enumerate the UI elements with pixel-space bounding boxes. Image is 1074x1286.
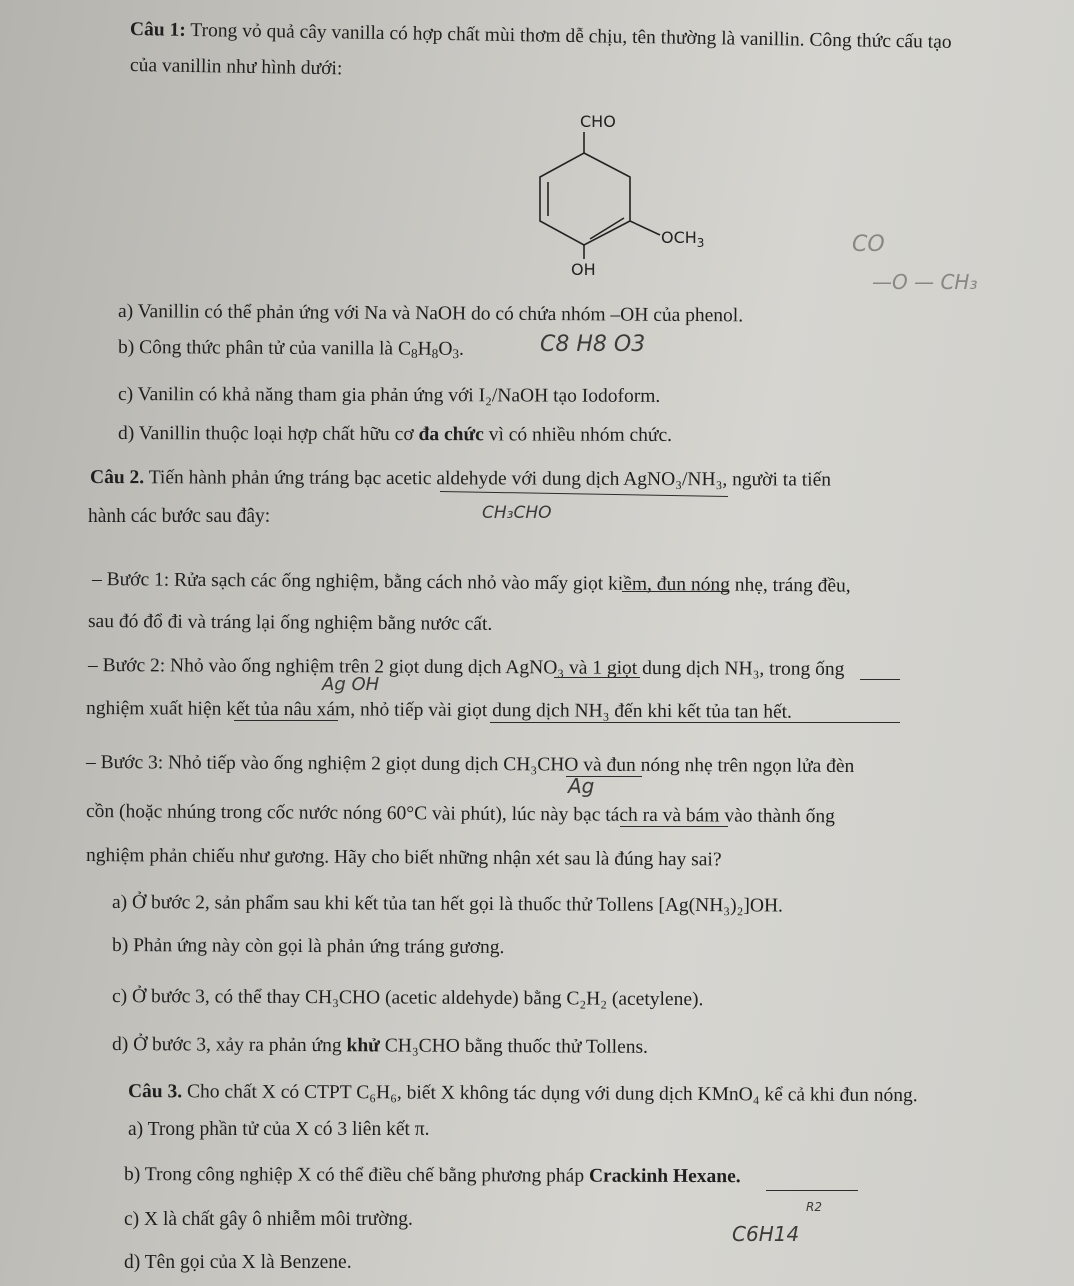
q3-intro	[128, 1080, 918, 1108]
q2-step3-line2: cồn (hoặc nhúng trong cốc nước nóng 60°C vài phút), lúc này bạc tách ra và bám vào thành ống	[85, 801, 835, 828]
q1-option-d: d) Vanillin thuộc loại hợp chất hữu cơ đa chức vì có nhiều nhóm chức.	[117, 423, 673, 446]
q2-step1-line1: – Bước 1: Rửa sạch các ống nghiệm, bằng cách nhỏ vào mấy giọt kiềm, đun nóng nhẹ, tráng đều,	[91, 569, 851, 597]
handwritten-ag-note: Ag	[568, 774, 595, 798]
underline-giot-kiem	[622, 591, 728, 592]
vanillin-structure	[520, 105, 780, 290]
q2-step2-line2: nghiệm xuất hiện kết tủa nâu xám, nhỏ tiếp vài giọt dung dịch NH₃ đến khi kết tủa tan hết.	[85, 698, 792, 723]
underline-nh3-tan-het	[490, 722, 900, 723]
oh-group-label: OH	[571, 260, 596, 279]
underline-ket-tua	[234, 720, 338, 721]
handwritten-r2-note: R2	[806, 1200, 822, 1214]
q2-intro-line2: hành các bước sau đây:	[88, 506, 271, 527]
q3-intro-text: Cho chất X có CTPT C₆H₆, biết X không tác dụng với dung dịch KMnO₄ kể cả khi đun nóng.	[187, 1081, 918, 1107]
q1-intro-line2: của vanillin như hình dưới:	[129, 55, 343, 80]
q2-label: Câu 2.	[89, 467, 145, 489]
q1-option-a: a) Vanillin có thể phản ứng với Na và NaOH do có chứa nhóm –OH của phenol.	[117, 301, 744, 327]
q2-option-b: b) Phản ứng này còn gọi là phản ứng tráng gương.	[111, 935, 505, 959]
och3-group-label: $OCH_3$	[661, 228, 705, 250]
q3-option-b: b) Trong công nghiệp X có thể điều chế bằng phương pháp Crackinh Hexane.	[123, 1164, 741, 1188]
q2-step1-line2: sau đó đổ đi và tráng lại ống nghiệm bằng nước cất.	[87, 611, 493, 635]
underline-agno3	[554, 677, 640, 678]
q1-intro-text: Trong vỏ quả cây vanilla có hợp chất mùi thơm dễ chịu, tên thường là vanillin. Công thức cấu tạo	[190, 19, 952, 53]
handwritten-ch3cho-note: CH₃CHO	[482, 503, 552, 523]
underline-bac-tach	[620, 826, 728, 827]
handwritten-c6h14-note: C6H14	[732, 1222, 800, 1246]
q2-intro-line1	[90, 466, 831, 493]
q1-option-c: c) Vanilin có khả năng tham gia phản ứng với I₂/NaOH tạo Iodoform.	[117, 384, 661, 407]
q1-intro-line1	[130, 18, 952, 55]
q1-option-b: b) Công thức phân tử của vanilla là $C_8H_8O_3$.	[117, 337, 464, 362]
underline-nh3	[860, 679, 900, 680]
handwritten-formula-note: C8 H8 O3	[540, 332, 646, 357]
q2-step3-line3: nghiệm phản chiếu như gương. Hãy cho biết những nhận xét sau là đúng hay sai?	[85, 845, 722, 871]
q3-option-c: c) X là chất gây ô nhiễm môi trường.	[124, 1209, 413, 1230]
benzene-ring	[540, 153, 630, 245]
q1-label: Câu 1:	[129, 19, 186, 41]
q2-step2-line1: – Bước 2: Nhỏ vào ống nghiệm trên 2 giọt dung dịch AgNO₃ và 1 giọt dung dịch NH₃, trong ống	[87, 655, 845, 680]
cho-group-label: CHO	[580, 112, 616, 131]
underline-hexane	[766, 1190, 858, 1191]
underline-ch3cho	[566, 776, 642, 777]
q3-option-a: a) Trong phần tử của X có 3 liên kết π.	[128, 1119, 430, 1140]
handwritten-och3-note: —O — CH₃	[872, 270, 978, 294]
q2-intro-text: Tiến hành phản ứng tráng bạc acetic aldehyde với dung dịch AgNO₃/NH₃, người ta tiến	[148, 467, 832, 491]
q2-option-c: c) Ở bước 3, có thể thay CH₃CHO (acetic aldehyde) bằng C₂H₂ (acetylene).	[111, 986, 704, 1011]
q3-label: Câu 3.	[127, 1081, 183, 1103]
q3-option-d: d) Tên gọi của X là Benzene.	[124, 1252, 352, 1273]
q2-step3-line1: – Bước 3: Nhỏ tiếp vào ống nghiệm 2 giọt dung dịch CH₃CHO và đun nóng nhẹ trên ngọn lửa đèn	[85, 752, 855, 778]
handwritten-agoh-note: Ag OH	[322, 674, 380, 695]
q2-option-a: a) Ở bước 2, sản phẩm sau khi kết tủa tan hết gọi là thuốc thử Tollens [Ag(NH₃)₂]OH.	[111, 892, 784, 917]
handwritten-co-note: CO	[852, 232, 885, 257]
q2-option-d: d) Ở bước 3, xảy ra phản ứng khử CH₃CHO bằng thuốc thử Tollens.	[111, 1034, 649, 1058]
